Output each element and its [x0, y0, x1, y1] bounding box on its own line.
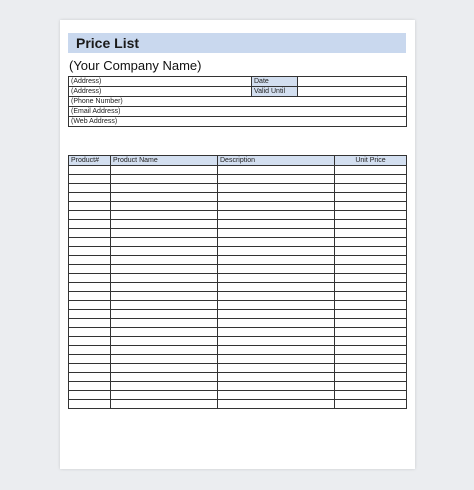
column-header-unit-price: Unit Price	[335, 156, 407, 166]
table-row	[69, 346, 407, 355]
product-name-cell[interactable]	[111, 211, 218, 220]
product-number-cell[interactable]	[69, 220, 111, 229]
product-number-cell[interactable]	[69, 301, 111, 310]
email-address-line[interactable]: (Email Address)	[69, 107, 407, 117]
product-name-cell[interactable]	[111, 373, 218, 382]
description-cell[interactable]	[218, 346, 335, 355]
page-title: Price List	[76, 35, 140, 51]
unit-price-cell[interactable]	[335, 247, 407, 256]
product-name-cell[interactable]	[111, 274, 218, 283]
product-name-cell[interactable]	[111, 256, 218, 265]
unit-price-cell[interactable]	[335, 211, 407, 220]
date-label: Date	[252, 77, 298, 87]
unit-price-cell[interactable]	[335, 274, 407, 283]
description-cell[interactable]	[218, 391, 335, 400]
description-cell[interactable]	[218, 211, 335, 220]
address-line-1[interactable]: (Address)	[69, 77, 252, 87]
table-row	[69, 175, 407, 184]
description-cell[interactable]	[218, 292, 335, 301]
info-row	[69, 117, 407, 127]
product-name-cell[interactable]	[111, 319, 218, 328]
product-number-cell[interactable]	[69, 337, 111, 346]
web-address-line[interactable]: (Web Address)	[69, 117, 407, 127]
company-name: (Your Company Name)	[69, 58, 202, 73]
product-number-cell[interactable]	[69, 211, 111, 220]
product-name-cell[interactable]	[111, 391, 218, 400]
unit-price-cell[interactable]	[335, 265, 407, 274]
description-cell[interactable]	[218, 355, 335, 364]
table-row	[69, 184, 407, 193]
product-name-cell[interactable]	[111, 175, 218, 184]
product-name-cell[interactable]	[111, 265, 218, 274]
table-row	[69, 292, 407, 301]
description-cell[interactable]	[218, 202, 335, 211]
product-name-cell[interactable]	[111, 328, 218, 337]
product-name-cell[interactable]	[111, 337, 218, 346]
description-cell[interactable]	[218, 229, 335, 238]
description-cell[interactable]	[218, 310, 335, 319]
table-row	[69, 193, 407, 202]
company-info-table	[68, 76, 407, 127]
product-number-cell[interactable]	[69, 238, 111, 247]
phone-number-line[interactable]: (Phone Number)	[69, 97, 407, 107]
product-name-cell[interactable]	[111, 382, 218, 391]
unit-price-cell[interactable]	[335, 292, 407, 301]
valid-until-field[interactable]	[298, 87, 407, 97]
product-number-cell[interactable]	[69, 346, 111, 355]
column-header-description: Description	[218, 156, 335, 166]
table-row	[69, 319, 407, 328]
unit-price-cell[interactable]	[335, 202, 407, 211]
product-number-cell[interactable]	[69, 175, 111, 184]
unit-price-cell[interactable]	[335, 391, 407, 400]
unit-price-cell[interactable]	[335, 373, 407, 382]
column-header-product-number: Product#	[69, 156, 111, 166]
description-cell[interactable]	[218, 238, 335, 247]
unit-price-cell[interactable]	[335, 337, 407, 346]
product-number-cell[interactable]	[69, 247, 111, 256]
product-name-cell[interactable]	[111, 355, 218, 364]
table-row	[69, 202, 407, 211]
description-cell[interactable]	[218, 256, 335, 265]
table-row	[69, 229, 407, 238]
product-number-cell[interactable]	[69, 202, 111, 211]
unit-price-cell[interactable]	[335, 355, 407, 364]
table-row	[69, 400, 407, 409]
description-cell[interactable]	[218, 337, 335, 346]
unit-price-cell[interactable]	[335, 238, 407, 247]
table-body	[69, 166, 407, 409]
description-cell[interactable]	[218, 220, 335, 229]
description-cell[interactable]	[218, 400, 335, 409]
description-cell[interactable]	[218, 364, 335, 373]
product-number-cell[interactable]	[69, 364, 111, 373]
product-number-cell[interactable]	[69, 229, 111, 238]
description-cell[interactable]	[218, 274, 335, 283]
product-name-cell[interactable]	[111, 346, 218, 355]
table-row	[69, 265, 407, 274]
table-row	[69, 256, 407, 265]
product-name-cell[interactable]	[111, 364, 218, 373]
description-cell[interactable]	[218, 382, 335, 391]
product-number-cell[interactable]	[69, 283, 111, 292]
unit-price-cell[interactable]	[335, 166, 407, 175]
product-number-cell[interactable]	[69, 391, 111, 400]
product-number-cell[interactable]	[69, 355, 111, 364]
product-number-cell[interactable]	[69, 328, 111, 337]
product-name-cell[interactable]	[111, 310, 218, 319]
unit-price-cell[interactable]	[335, 346, 407, 355]
product-name-cell[interactable]	[111, 229, 218, 238]
table-row	[69, 211, 407, 220]
table-row	[69, 283, 407, 292]
unit-price-cell[interactable]	[335, 193, 407, 202]
info-row	[69, 77, 407, 87]
description-cell[interactable]	[218, 265, 335, 274]
unit-price-cell[interactable]	[335, 301, 407, 310]
table-row	[69, 310, 407, 319]
info-row	[69, 97, 407, 107]
description-cell[interactable]	[218, 373, 335, 382]
product-name-cell[interactable]	[111, 283, 218, 292]
table-row	[69, 166, 407, 175]
table-row	[69, 355, 407, 364]
unit-price-cell[interactable]	[335, 283, 407, 292]
product-number-cell[interactable]	[69, 184, 111, 193]
table-row	[69, 274, 407, 283]
product-number-cell[interactable]	[69, 400, 111, 409]
info-row	[69, 87, 407, 97]
table-row	[69, 238, 407, 247]
unit-price-cell[interactable]	[335, 310, 407, 319]
price-items-table	[68, 155, 407, 409]
product-name-cell[interactable]	[111, 193, 218, 202]
description-cell[interactable]	[218, 175, 335, 184]
table-row	[69, 364, 407, 373]
column-header-product-name: Product Name	[111, 156, 218, 166]
product-name-cell[interactable]	[111, 238, 218, 247]
description-cell[interactable]	[218, 247, 335, 256]
table-row	[69, 247, 407, 256]
product-number-cell[interactable]	[69, 310, 111, 319]
valid-until-label: Valid Until	[252, 87, 298, 97]
product-name-cell[interactable]	[111, 301, 218, 310]
product-number-cell[interactable]	[69, 274, 111, 283]
table-row	[69, 382, 407, 391]
unit-price-cell[interactable]	[335, 220, 407, 229]
unit-price-cell[interactable]	[335, 364, 407, 373]
table-row	[69, 337, 407, 346]
info-row	[69, 107, 407, 117]
description-cell[interactable]	[218, 193, 335, 202]
table-row	[69, 373, 407, 382]
table-row	[69, 301, 407, 310]
unit-price-cell[interactable]	[335, 229, 407, 238]
product-number-cell[interactable]	[69, 256, 111, 265]
unit-price-cell[interactable]	[335, 175, 407, 184]
table-row	[69, 328, 407, 337]
product-number-cell[interactable]	[69, 373, 111, 382]
unit-price-cell[interactable]	[335, 256, 407, 265]
product-name-cell[interactable]	[111, 166, 218, 175]
price-list-sheet	[60, 20, 415, 469]
table-row	[69, 391, 407, 400]
description-cell[interactable]	[218, 328, 335, 337]
unit-price-cell[interactable]	[335, 382, 407, 391]
product-number-cell[interactable]	[69, 292, 111, 301]
unit-price-cell[interactable]	[335, 400, 407, 409]
title-band	[68, 33, 406, 53]
product-name-cell[interactable]	[111, 400, 218, 409]
product-number-cell[interactable]	[69, 193, 111, 202]
product-number-cell[interactable]	[69, 166, 111, 175]
product-name-cell[interactable]	[111, 220, 218, 229]
product-name-cell[interactable]	[111, 247, 218, 256]
unit-price-cell[interactable]	[335, 184, 407, 193]
address-line-2[interactable]: (Address)	[69, 87, 252, 97]
product-name-cell[interactable]	[111, 184, 218, 193]
date-field[interactable]	[298, 77, 407, 87]
product-number-cell[interactable]	[69, 265, 111, 274]
description-cell[interactable]	[218, 283, 335, 292]
description-cell[interactable]	[218, 319, 335, 328]
description-cell[interactable]	[218, 166, 335, 175]
description-cell[interactable]	[218, 184, 335, 193]
unit-price-cell[interactable]	[335, 319, 407, 328]
product-number-cell[interactable]	[69, 319, 111, 328]
product-name-cell[interactable]	[111, 202, 218, 211]
product-number-cell[interactable]	[69, 382, 111, 391]
table-row	[69, 220, 407, 229]
product-name-cell[interactable]	[111, 292, 218, 301]
description-cell[interactable]	[218, 301, 335, 310]
unit-price-cell[interactable]	[335, 328, 407, 337]
table-header-row	[69, 156, 407, 166]
